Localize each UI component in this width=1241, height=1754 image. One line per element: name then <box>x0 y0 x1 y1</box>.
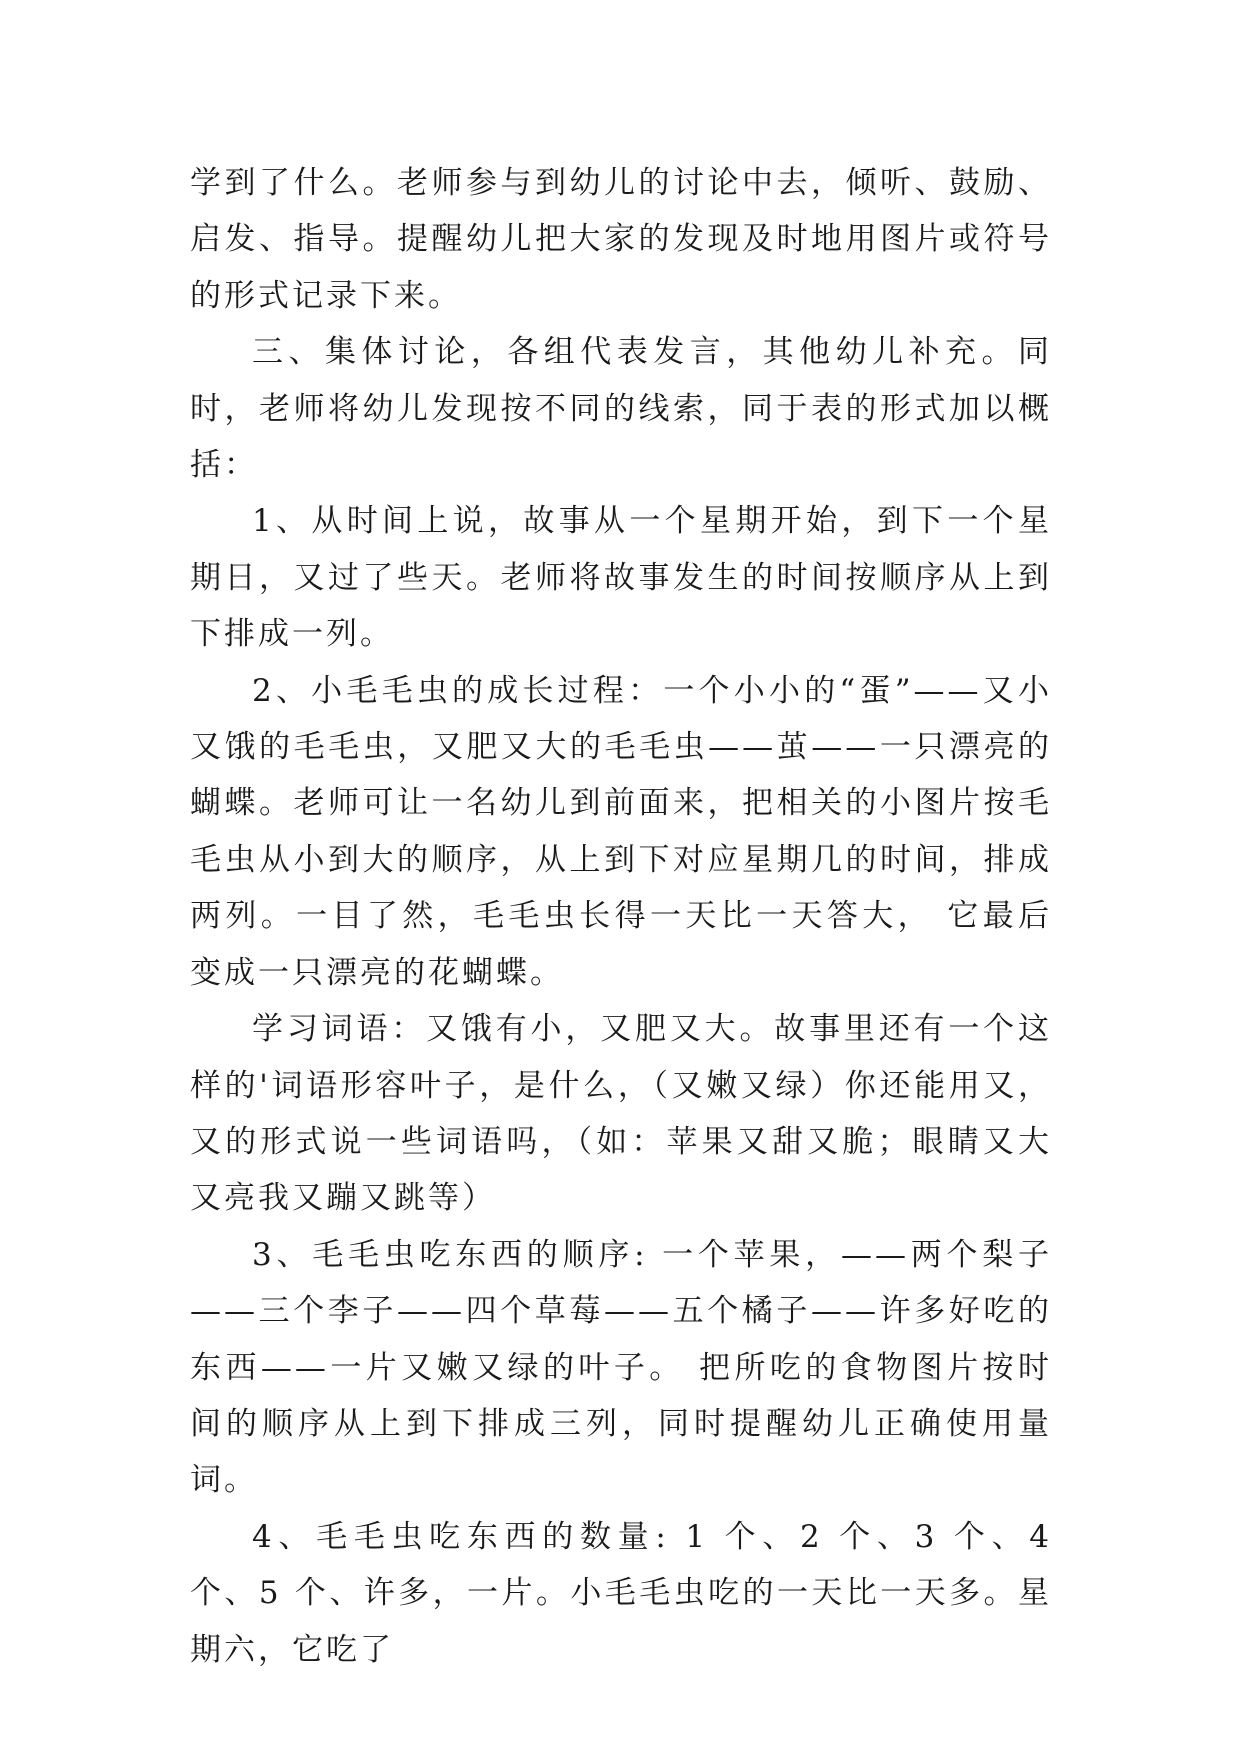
paragraph-4: 2、小毛毛虫的成长过程：一个小小的“蛋”——又小又饿的毛毛虫，又肥又大的毛毛虫——茧——一只漂亮的蝴蝶。老师可让一名幼儿到前面来，把相关的小图片按毛毛虫从小到大的顺序，从上到下对应星期几的时间，排成两列。一目了然，毛毛虫长得一天比一天答大， 它最后变成一只漂亮的花蝴蝶。 <box>190 672 1052 991</box>
paragraph-3: 1、从时间上说，故事从一个星期开始，到下一个星期日，又过了些天。老师将故事发生的时间按顺序从上到下排成一列。 <box>190 503 1052 653</box>
paragraph-5: 学习词语：又饿有小，又肥又大。故事里还有一个这样的'词语形容叶子，是什么，（又嫩又绿）你还能用又，又的形式说一些词语吗，（如：苹果又甜又脆；眼睛又大又亮我又蹦又跳等） <box>190 1011 1052 1217</box>
document-body <box>190 155 1052 1678</box>
paragraph-1: 学到了什么。老师参与到幼儿的讨论中去，倾听、鼓励、启发、指导。提醒幼儿把大家的发现及时地用图片或符号的形式记录下来。 <box>190 165 1052 314</box>
paragraph-6: 3、毛毛虫吃东西的顺序: 一个苹果，——两个梨子——三个李子——四个草莓——五个橘子——许多好吃的东西——一片又嫩又绿的叶子。 把所吃的食物图片按时间的顺序从上到下排成三列，同时提醒幼儿正确使用量词。 <box>190 1236 1052 1499</box>
paragraph-2: 三、集体讨论，各组代表发言，其他幼儿补充。同时，老师将幼儿发现按不同的线索，同于表的形式加以概括： <box>190 334 1052 484</box>
paragraph-7: 4、毛毛虫吃东西的数量: 1 个、2 个、3 个、4 个、5 个、许多，一片。小毛毛虫吃的一天比一天多。星期六，它吃了 <box>190 1518 1052 1668</box>
